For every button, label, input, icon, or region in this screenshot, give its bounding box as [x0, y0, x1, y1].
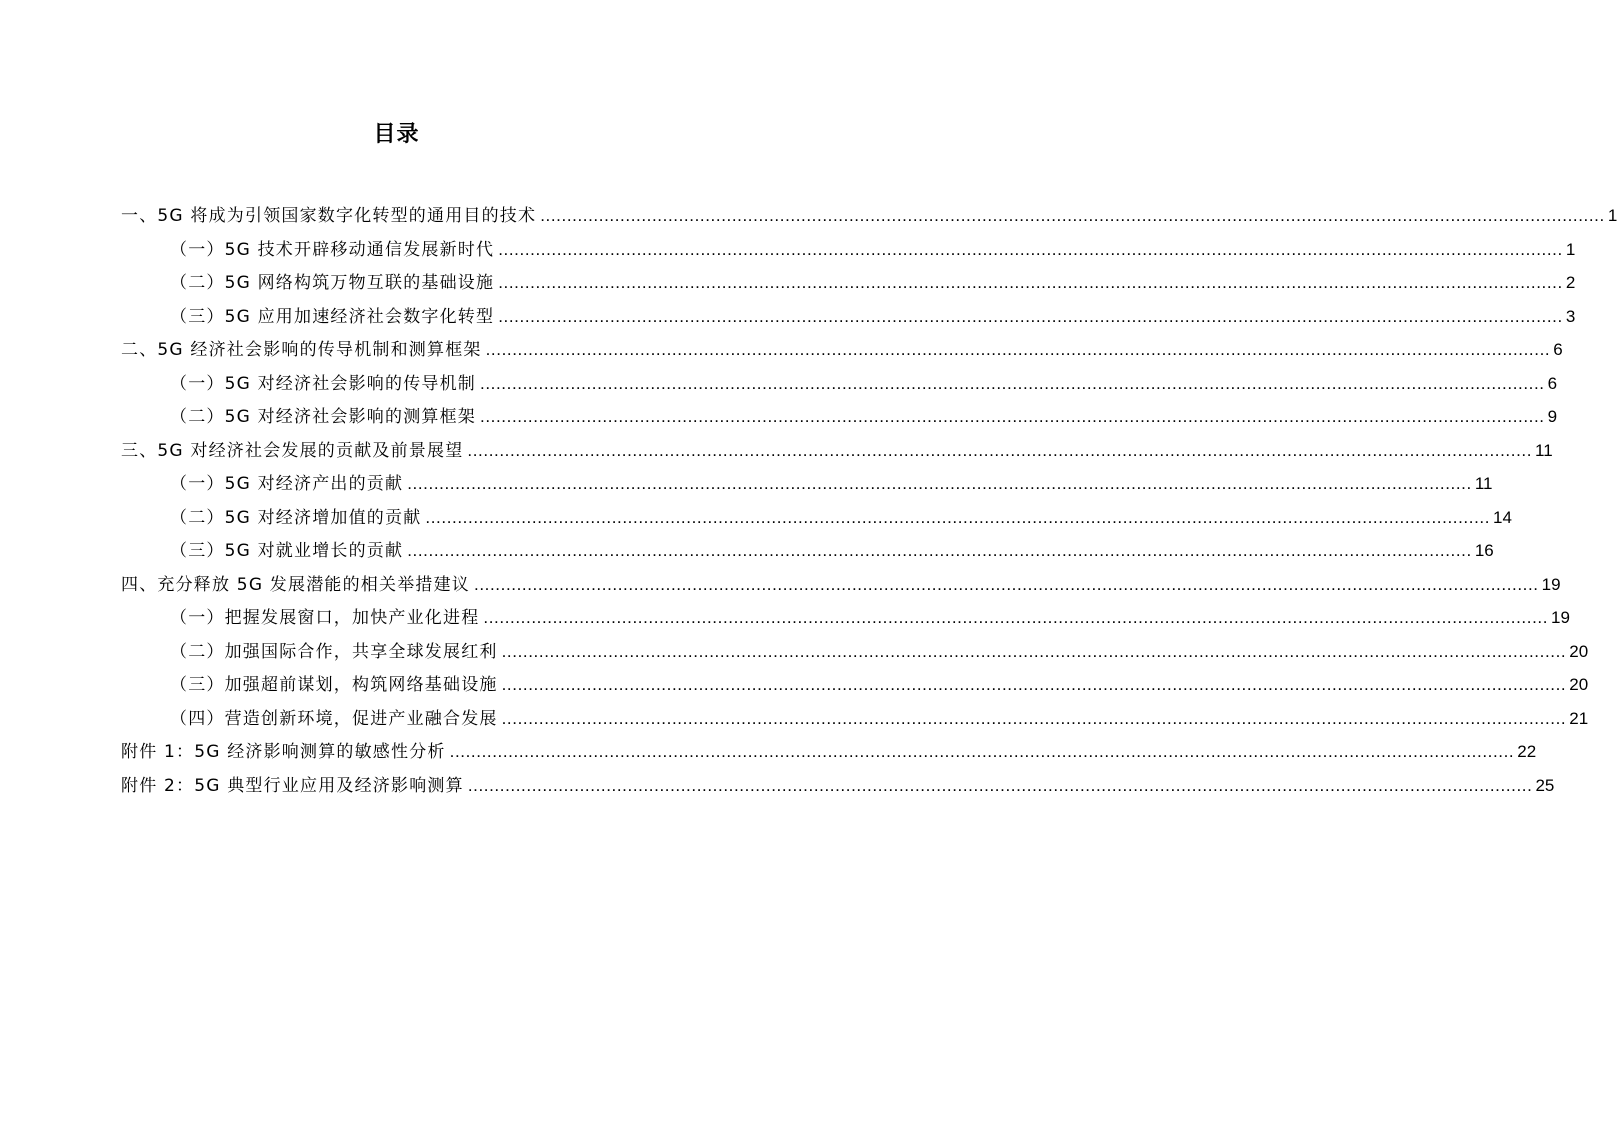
page-title: 目录 [373, 122, 420, 147]
toc-dot-leader: ........................................................................................................................................................................................................ [485, 340, 1551, 359]
toc-dot-leader: ........................................................................................................................................................................................................ [501, 641, 1567, 661]
toc-dot-leader: ........................................................................................................................................................................................................ [425, 507, 1491, 527]
toc-entry[interactable] [121, 438, 1553, 464]
toc-dot-leader: ........................................................................................................................................................................................................ [407, 474, 1472, 493]
toc-entry-text: 三、5G 对经济社会发展的贡献及前景展望 [121, 440, 464, 461]
toc-page-number: 3 [1565, 306, 1576, 326]
toc-dot-leader: ........................................................................................................................................................................................................ [498, 239, 1563, 259]
toc-entry[interactable] [121, 337, 1563, 363]
toc-entry[interactable] [170, 270, 1576, 296]
toc-page-number: 6 [1553, 340, 1563, 359]
toc-entry[interactable] [170, 237, 1576, 263]
toc-page-number: 1 [1607, 206, 1617, 225]
toc-entry-text: 二、5G 经济社会影响的传导机制和测算框架 [121, 340, 482, 360]
toc-entry[interactable] [170, 672, 1589, 698]
toc-page-number: 9 [1547, 407, 1558, 426]
toc-page-number: 2 [1565, 273, 1576, 292]
toc-page-number: 11 [1474, 474, 1493, 493]
toc-entry[interactable] [170, 706, 1589, 732]
toc-entry-text: （三）加强超前谋划，构筑网络基础设施 [170, 675, 498, 695]
toc-dot-leader: ........................................................................................................................................................................................................ [467, 440, 1533, 460]
toc-dot-leader: ........................................................................................................................................................................................................ [501, 675, 1567, 694]
toc-entry[interactable] [170, 471, 1493, 497]
toc-entry-text: 四、充分释放 5G 发展潜能的相关举措建议 [121, 574, 470, 595]
toc-page-number: 16 [1474, 541, 1494, 560]
toc-page-number: 19 [1541, 574, 1561, 594]
toc-dot-leader: ........................................................................................................................................................................................................ [498, 273, 1563, 292]
toc-entry[interactable] [121, 203, 1617, 229]
toc-entry-text: （二）5G 对经济社会影响的测算框架 [170, 407, 476, 427]
toc-entry-text: （二）5G 网络构筑万物互联的基础设施 [170, 273, 495, 293]
toc-entry[interactable] [170, 371, 1558, 397]
toc-entry[interactable] [170, 538, 1494, 564]
toc-entry-text: 附件 2：5G 典型行业应用及经济影响测算 [121, 775, 464, 796]
toc-entry-text: （二）加强国际合作，共享全球发展红利 [170, 641, 498, 662]
toc-entry-text: 一、5G 将成为引领国家数字化转型的通用目的技术 [121, 206, 537, 226]
toc-dot-leader: ........................................................................................................................................................................................................ [467, 775, 1533, 795]
toc-page-number: 20 [1569, 641, 1589, 661]
toc-entry[interactable] [170, 639, 1589, 665]
toc-page-number: 11 [1535, 440, 1553, 460]
toc-dot-leader: ........................................................................................................................................................................................................ [483, 608, 1549, 627]
toc-entry-text: 附件 1：5G 经济影响测算的敏感性分析 [121, 742, 446, 762]
toc-page-number: 21 [1569, 708, 1589, 728]
toc-entry[interactable] [121, 739, 1537, 765]
toc-entry-text: （一）5G 对经济社会影响的传导机制 [170, 373, 476, 394]
toc-dot-leader: ........................................................................................................................................................................................................ [540, 206, 1605, 225]
toc-entry-text: （二）5G 对经济增加值的贡献 [170, 507, 422, 528]
toc-entry[interactable] [170, 304, 1576, 330]
toc-entry[interactable] [170, 505, 1512, 531]
toc-dot-leader: ........................................................................................................................................................................................................ [474, 574, 1539, 594]
toc-page-number: 6 [1547, 373, 1558, 393]
toc-dot-leader: ........................................................................................................................................................................................................ [449, 742, 1515, 761]
toc-entry-text: （四）营造创新环境，促进产业融合发展 [170, 708, 498, 729]
toc-page-number: 25 [1535, 775, 1555, 795]
toc-page-number: 19 [1551, 608, 1570, 627]
toc-dot-leader: ........................................................................................................................................................................................................ [480, 407, 1545, 426]
toc-dot-leader: ........................................................................................................................................................................................................ [407, 541, 1472, 560]
toc-entry-text: （三）5G 对就业增长的贡献 [170, 541, 404, 561]
toc-page-number: 22 [1517, 742, 1537, 761]
toc-entry[interactable] [170, 605, 1570, 631]
toc-entry[interactable] [121, 572, 1561, 598]
toc-dot-leader: ........................................................................................................................................................................................................ [501, 708, 1567, 728]
toc-page-number: 20 [1569, 675, 1589, 694]
toc-dot-leader: ........................................................................................................................................................................................................ [498, 306, 1563, 326]
toc-page-number: 1 [1565, 239, 1576, 259]
toc-dot-leader: ........................................................................................................................................................................................................ [480, 373, 1545, 393]
toc-entry-text: （三）5G 应用加速经济社会数字化转型 [170, 306, 495, 327]
toc-entry[interactable] [121, 773, 1555, 799]
toc-entry-text: （一）5G 技术开辟移动通信发展新时代 [170, 239, 495, 260]
toc-entry-text: （一）把握发展窗口，加快产业化进程 [170, 608, 480, 628]
toc-page-number: 14 [1493, 507, 1512, 527]
toc-entry[interactable] [170, 404, 1558, 430]
toc-entry-text: （一）5G 对经济产出的贡献 [170, 474, 404, 494]
